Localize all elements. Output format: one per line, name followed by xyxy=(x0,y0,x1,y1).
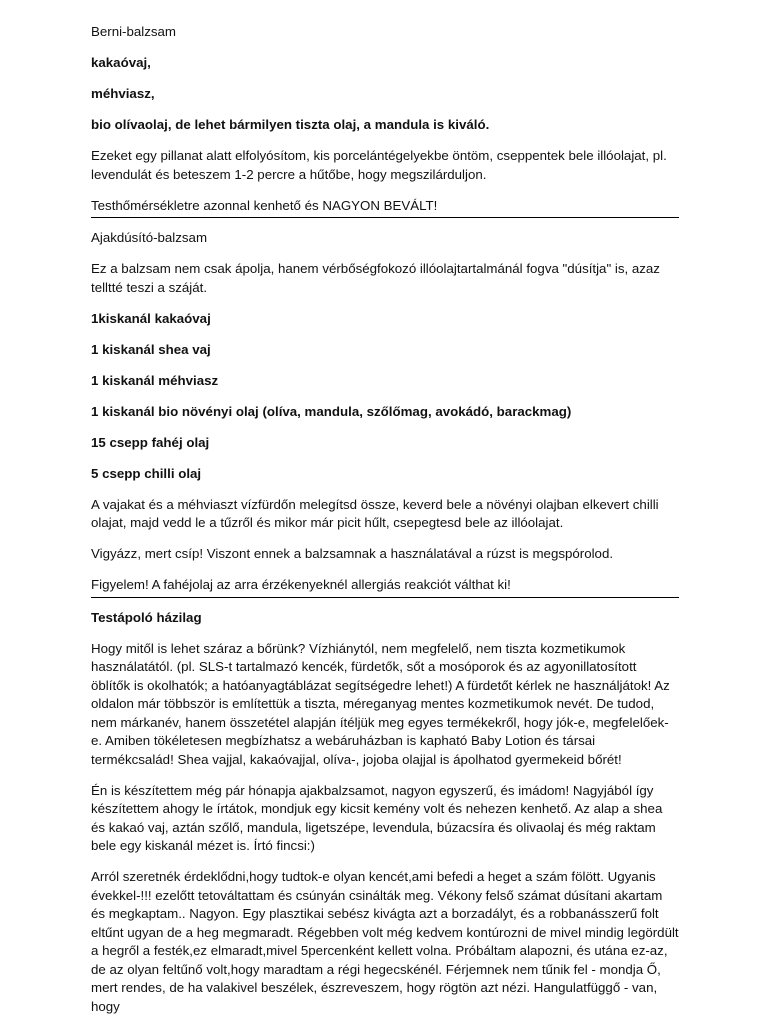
section-title-testapolo: Testápoló házilag xyxy=(91,609,202,625)
ingredient-line: méhviasz, xyxy=(91,86,155,101)
body-paragraph: Arról szeretnék érdeklődni,hogy tudtok-e olyan kencét,ami befedi a heget a szám fölött. Ugyanis évekkel-!!! ezelőtt tetováltattam és csúnyán csinálták meg. Vékony felső számat dúsítani akartam és megkaptam.. Nagyon. Egy plasztikai sebész kivágta azt a borzadályt, és a robbanásszerű folt eltűnt ugyan de a heg megmaradt. Régebben volt még kedvem kontúrozni de mivel mindig legördült a hegről a festék,ez elmaradt,mivel 5percenként kellett volna. Próbáltam alapozni, és utána ez-az, de az olyan feltűnő volt,hogy maradtam a régi hegecskénél. Férjemnek nem tűnik fel - mondja Ő, mert rendes, de ha valakivel beszélek, észreveszem, hogy rögtön azt nézi. Hangulatfüggő - van, hogy xyxy=(91,869,679,1014)
recipe-title-ajakdusito: Ajakdúsító-balzsam xyxy=(91,230,208,245)
ingredient-line: 1 kiskanál shea vaj xyxy=(91,341,211,357)
recipe-title-berni: Berni-balzsam xyxy=(91,24,176,39)
ingredient-line: 1 kiskanál bio növényi olaj (olíva, mandula, szőlőmag, avokádó, barackmag) xyxy=(91,403,572,419)
ingredient-line: 15 csepp fahéj olaj xyxy=(91,434,210,450)
instructions-paragraph: Ezeket egy pillanat alatt elfolyósítom, kis porcelántégelyekbe öntöm, cseppentek bele illóolajat, pl. levendulát és beteszem 1-2 percre a hűtőbe, hogy megszilárduljon. xyxy=(91,148,667,182)
body-paragraph: Én is készítettem még pár hónapja ajakbalzsamot, nagyon egyszerű, és imádom! Nagyjából így készítettem ahogy le írtátok, mondjuk egy kicsit kemény volt és nehezen kenhető. Az alap a shea és kakaó vaj, aztán szőlő, mandula, ligetszépe, levendula, búzacsíra és olivaolaj és még raktam bele egy kiskanál mézet is. Írtó fincsi:) xyxy=(91,782,663,853)
ingredient-line: 5 csepp chilli olaj xyxy=(91,465,202,481)
tip-paragraph: Vigyázz, mert csíp! Viszont ennek a balzsamnak a használatával a rúzst is megspórolod. xyxy=(91,546,614,561)
body-paragraph: Hogy mitől is lehet száraz a bőrünk? Vízhiánytól, nem megfelelő, nem tiszta kozmetikumok használatától. (pl. SLS-t tartalmazó kencék, fürdetők, sőt a mosóporok és az agyonillatosított öblítők is okolhatók; a hatóanyagtáblázat segítségedre lehet!) A fürdetőt kérlek ne használjátok! Az oldalon már többször is említettük a tiszta, méreganyag mentes kozmetikumok nevét. De tudod, nem márkanév, hanem összetétel alapján ítéljük meg egyes termékekről, hogy jók-e, megfelelőek-e. Amiben tökéletesen megbízhatsz a webáruházban is kapható Baby Lotion és társai termékcsalád! Shea vajjal, kakaóvajjal, olíva-, jojoba olajjal is ápolhatod gyermekeid bőrét! xyxy=(91,640,670,767)
warning-with-rule: Figyelem! A fahéjolaj az arra érzékenyeknél allergiás reakciót válthat ki! xyxy=(91,576,679,598)
instructions-paragraph: A vajakat és a méhviaszt vízfürdőn melegítsd össze, keverd bele a növényi olajban elkevert chilli olajat, majd vedd le a tűzről és mikor már picit hűlt, csepegtesd bele az illóolajat. xyxy=(91,496,659,530)
document-body xyxy=(91,23,679,1029)
note-with-rule: Testhőmérsékletre azonnal kenhető és NAGYON BEVÁLT! xyxy=(91,197,679,219)
ingredient-line: 1 kiskanál méhviasz xyxy=(91,372,219,388)
description-paragraph: Ez a balzsam nem csak ápolja, hanem vérbőségfokozó illóolajtartalmánál fogva "dúsítja" is, azaz telltté teszi a száját. xyxy=(91,261,660,295)
ingredient-line: 1kiskanál kakaóvaj xyxy=(91,310,211,326)
ingredient-line: bio olívaolaj, de lehet bármilyen tiszta olaj, a mandula is kiváló. xyxy=(91,117,490,132)
ingredient-line: kakaóvaj, xyxy=(91,55,151,70)
